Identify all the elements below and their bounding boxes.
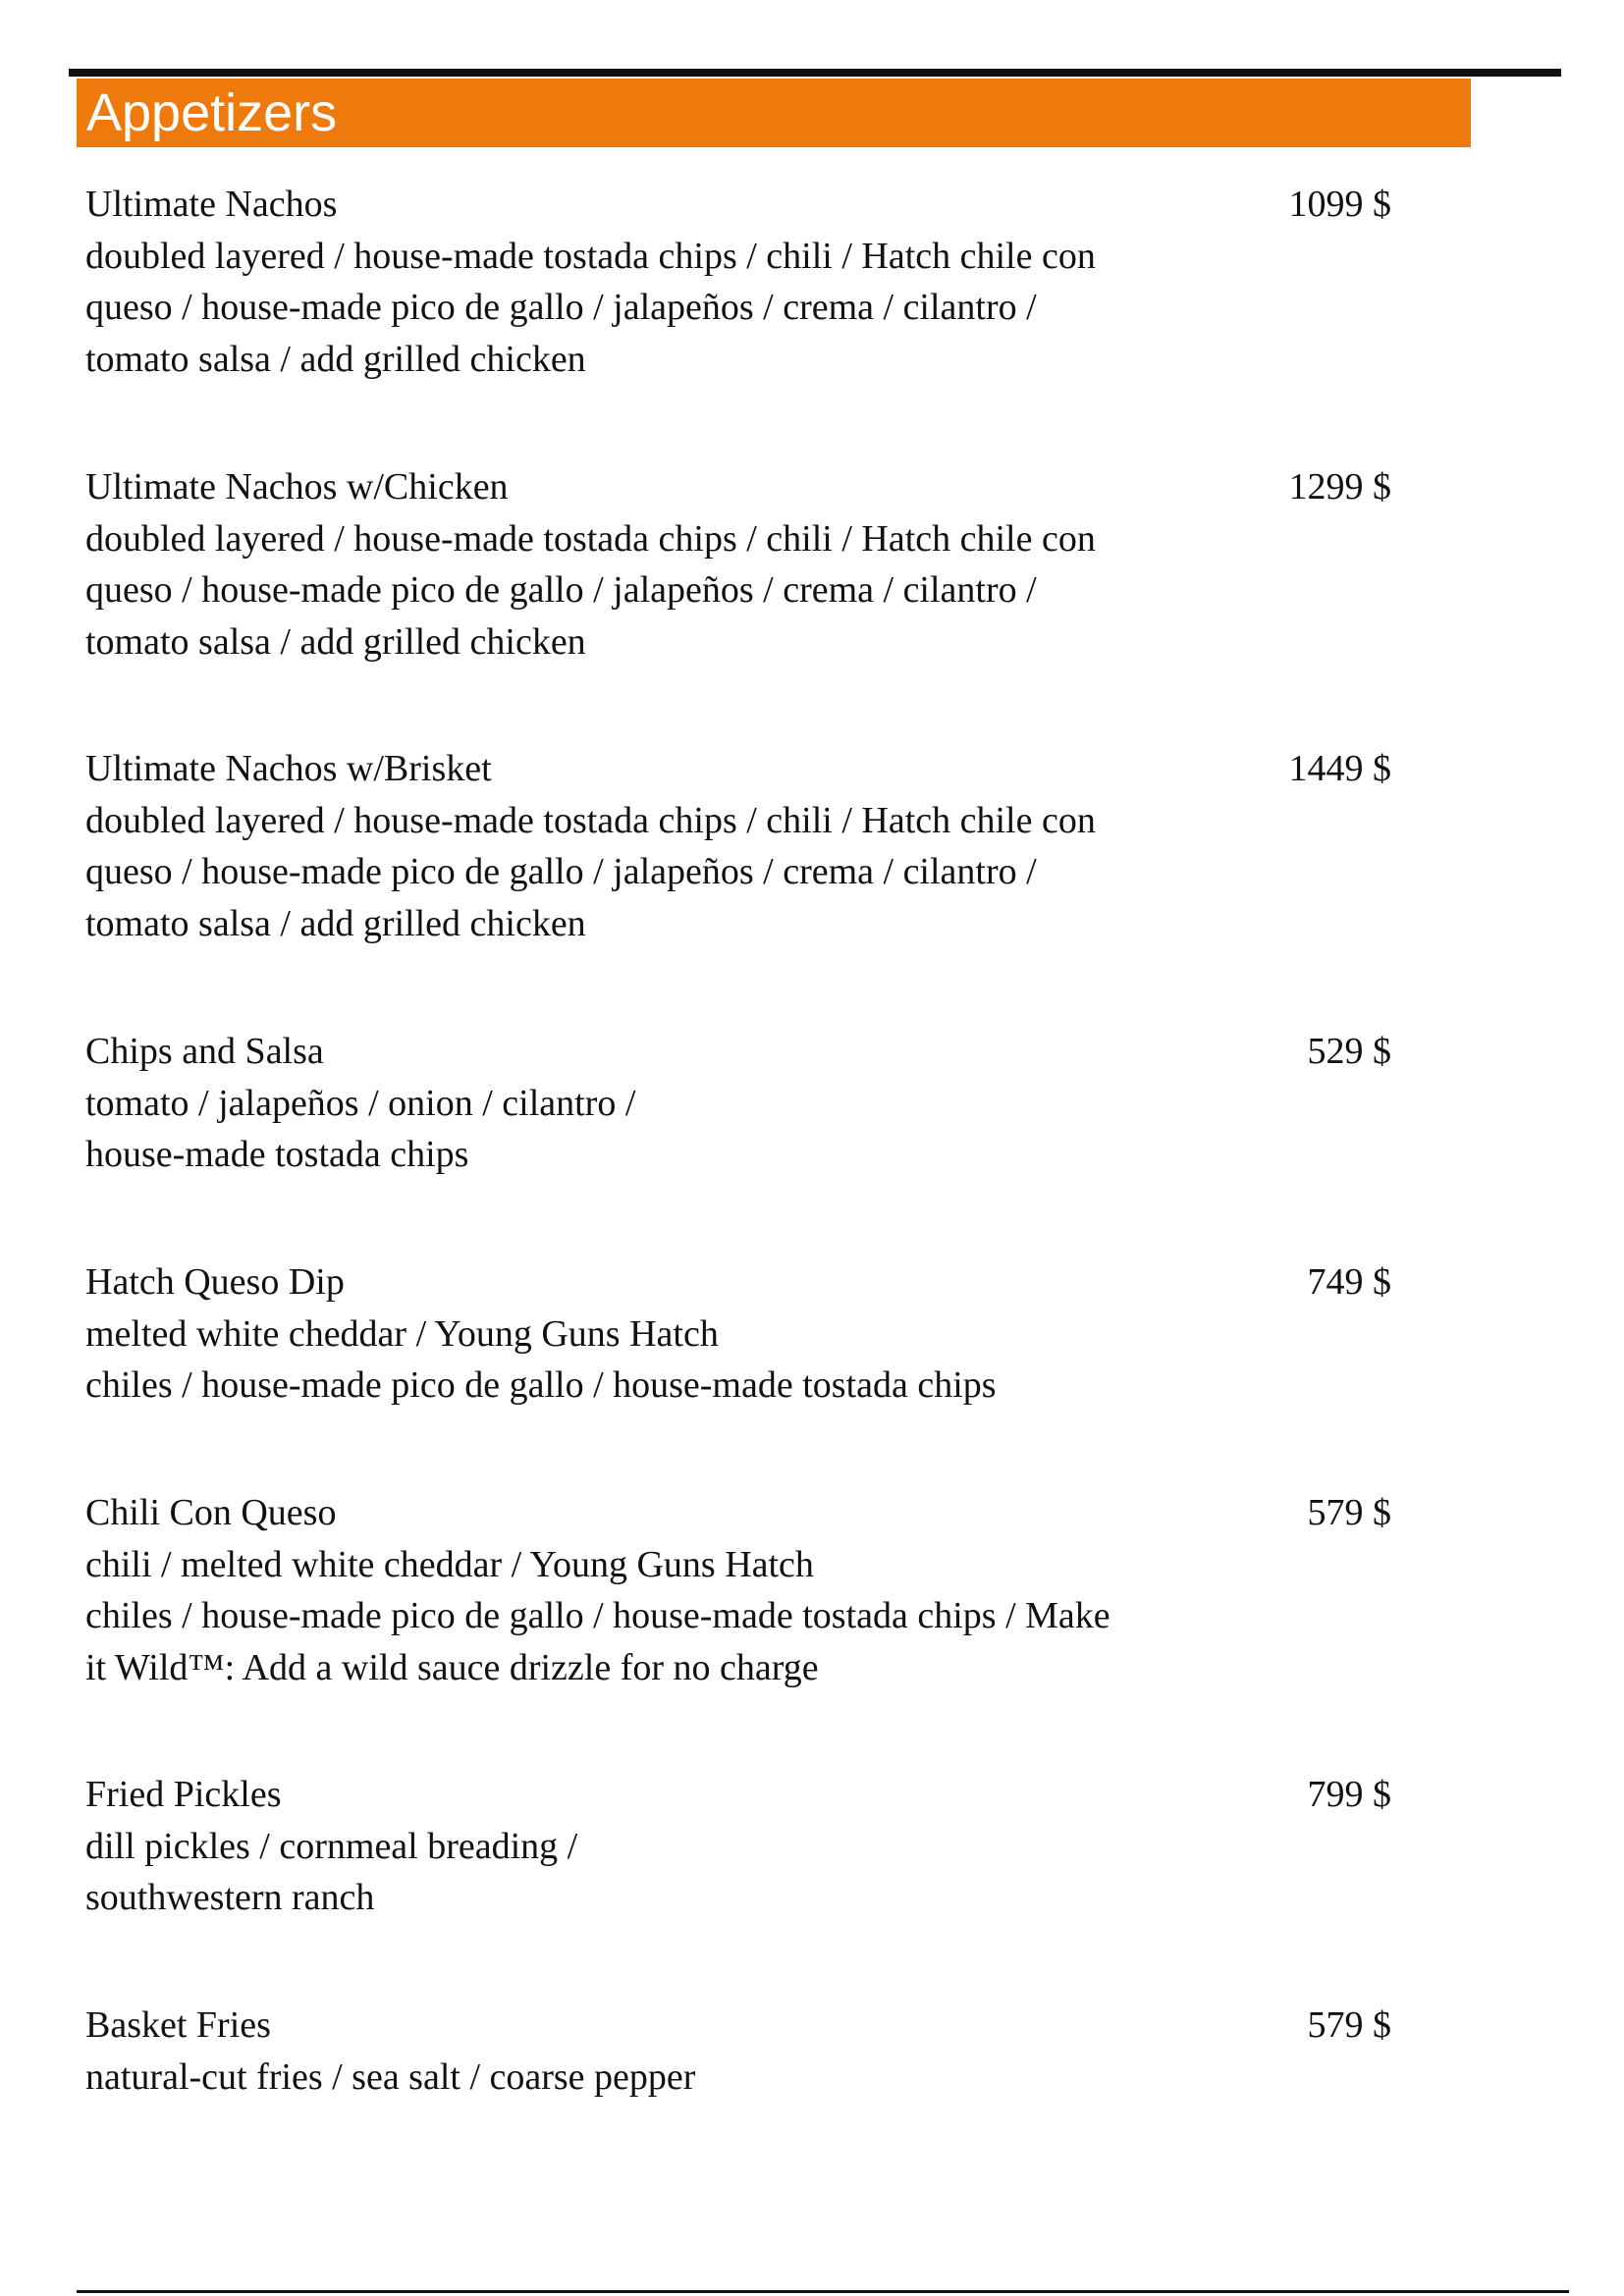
item-description: melted white cheddar / Young Guns Hatch chiles / house-made pico de gallo / house-made tostada chips	[85, 1312, 997, 1406]
item-price: 799 $	[1307, 1774, 1391, 1815]
item-description: doubled layered / house-made tostada chips / chili / Hatch chile con queso / house-made pico de gallo / jalapeños / crema / cilantro / tomato salsa / add grilled chicken	[85, 799, 1096, 944]
item-name: Ultimate Nachos w/Brisket	[85, 748, 492, 789]
item-description: dill pickles / cornmeal breading / southwestern ranch	[85, 1825, 578, 1918]
item-description: natural-cut fries / sea salt / coarse pepper	[85, 2056, 696, 2098]
menu-item-hatch-queso-dip	[85, 1256, 1391, 1412]
top-rule	[69, 69, 1561, 77]
item-price: 749 $	[1307, 1261, 1391, 1303]
menu-item-ultimate-nachos-brisket	[85, 743, 1391, 949]
menu-item-fried-pickles	[85, 1769, 1391, 1924]
item-price: 1099 $	[1288, 184, 1391, 225]
menu-item-chili-con-queso	[85, 1487, 1391, 1693]
item-description: doubled layered / house-made tostada chips / chili / Hatch chile con queso / house-made pico de gallo / jalapeños / crema / cilantro / tomato salsa / add grilled chicken	[85, 517, 1096, 663]
section-title: Appetizers	[86, 83, 338, 142]
item-description: tomato / jalapeños / onion / cilantro / house-made tostada chips	[85, 1082, 636, 1175]
item-price: 1299 $	[1288, 466, 1391, 507]
item-price: 579 $	[1307, 1492, 1391, 1533]
item-name: Ultimate Nachos w/Chicken	[85, 466, 509, 507]
menu-item-ultimate-nachos-chicken	[85, 461, 1391, 667]
item-name: Fried Pickles	[85, 1774, 282, 1815]
section-header	[77, 79, 1471, 147]
menu-item-basket-fries	[85, 2000, 1391, 2103]
menu-item-ultimate-nachos	[85, 179, 1391, 385]
item-name: Ultimate Nachos	[85, 184, 338, 225]
item-name: Hatch Queso Dip	[85, 1261, 345, 1303]
item-name: Chips and Salsa	[85, 1031, 324, 1072]
bottom-rule	[77, 2290, 1569, 2293]
item-name: Basket Fries	[85, 2004, 271, 2046]
item-price: 579 $	[1307, 2004, 1391, 2046]
item-name: Chili Con Queso	[85, 1492, 337, 1533]
item-description: doubled layered / house-made tostada chips / chili / Hatch chile con queso / house-made pico de gallo / jalapeños / crema / cilantro / tomato salsa / add grilled chicken	[85, 235, 1096, 380]
item-price: 529 $	[1307, 1031, 1391, 1072]
menu-item-chips-and-salsa	[85, 1026, 1391, 1181]
item-description: chili / melted white cheddar / Young Guns Hatch chiles / house-made pico de gallo / house-made tostada chips / Make it Wild™: Add a wild sauce drizzle for no charge	[85, 1543, 1110, 1688]
item-price: 1449 $	[1288, 748, 1391, 789]
